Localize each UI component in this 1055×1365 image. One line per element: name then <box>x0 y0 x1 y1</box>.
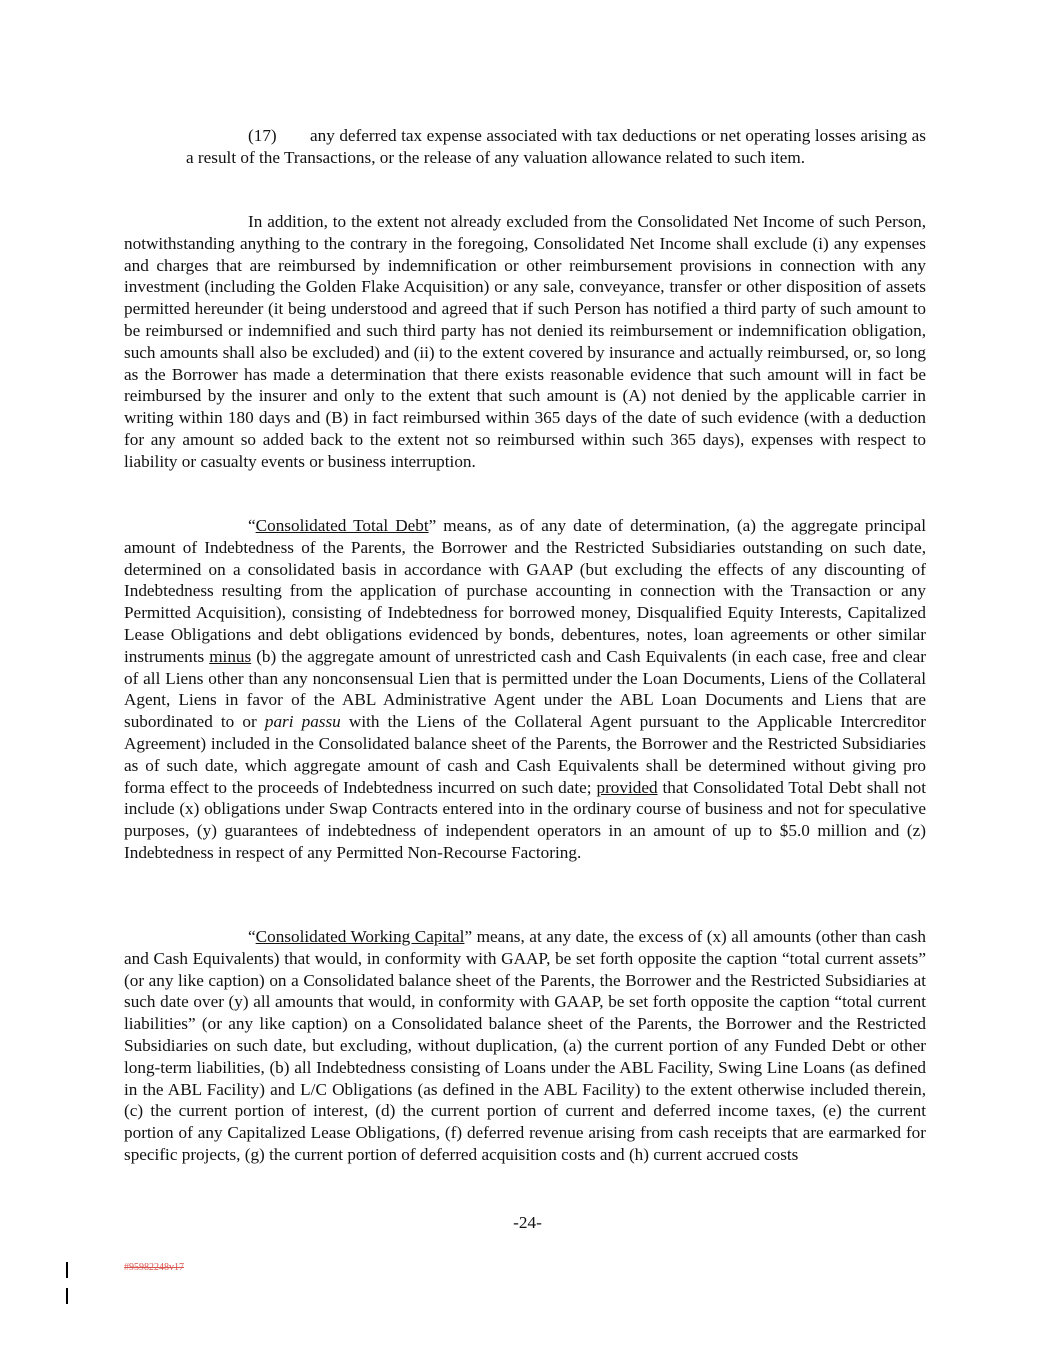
open-quote: “ <box>248 516 256 535</box>
term-pari-passu: pari passu <box>264 712 341 732</box>
clause-17 <box>186 125 926 169</box>
clause-17-text: any deferred tax expense associated with tax deductions or net operating losses arising as a result of the Transactions, or the release of any valuation allowance related to such item. <box>186 126 926 167</box>
clause-17-number: (17) <box>248 126 277 145</box>
change-bar <box>66 1262 68 1278</box>
defined-term-consolidated-total-debt: Consolidated Total Debt <box>255 516 429 535</box>
term-minus: minus <box>209 646 252 666</box>
total-debt-text-1: ” means, as of any date of determination, (a) the aggregate principal amount of Indebtedness of the Parents, the Borrower and the Restricted Subsidiaries outstanding on such date, determined on a consolidated basis in accordance with GAAP (but excluding the effects of any discounting of Indebtedness resulting from the application of purchase accounting in connection with the Transaction or any Permitted Acquisition), consisting of Indebtedness for borrowed money, Disqualified Equity Interests, Capitalized Lease Obligations and debt obligations evidenced by bonds, debentures, notes, loan agreements or other similar instruments <box>124 516 927 666</box>
total-debt-text-4: that Consolidated Total Debt shall not include (x) obligations under Swap Contracts entered into in the ordinary course of business and not for speculative purposes, (y) guarantees of indebtedness of independent operators in an amount of up to $5.0 million and (z) Indebtedness in respect of any Permitted Non-Recourse Factoring. <box>124 777 927 862</box>
open-quote: “ <box>248 927 256 946</box>
page-number: -24- <box>513 1213 542 1232</box>
total-debt-text-2: (b) the aggregate amount of unrestricted cash and Cash Equivalents (in each case, free and clear of all Liens other than any nonconsensual Lien that is permitted under the Loan Documents, Liens of the Collateral Agent, Liens in favor of the ABL Administrative Agent under the ABL Loan Documents and Liens that are subordinated to or <box>124 646 926 732</box>
consolidated-total-debt-paragraph <box>124 515 926 864</box>
document-id: #95982248v17 <box>124 1262 184 1273</box>
change-bar <box>66 1288 68 1304</box>
total-debt-text-3: with the Liens of the Collateral Agent pursuant to the Applicable Intercreditor Agreement) included in the Consolidated balance sheet of the Parents, the Borrower and the Restricted Subsidiaries as of such date, which aggregate amount of cash and Cash Equivalents shall be determined without giving pro forma effect to the proceeds of Indebtedness incurred on such date; <box>124 712 927 797</box>
addition-paragraph: In addition, to the extent not already excluded from the Consolidated Net Income of such Person, notwithstanding anything to the contrary in the foregoing, Consolidated Net Income shall exclude (i) any expenses and charges that are reimbursed by indemnification or other reimbursement provisions in connection with any investment (including the Golden Flake Acquisition) or any sale, conveyance, transfer or other disposition of assets permitted hereunder (it being understood and agreed that if such Person has notified a third party of such amount to be reimbursed or indemnified and such third party has not denied its reimbursement or indemnification obligation, such amounts shall also be excluded) and (ii) to the extent covered by insurance and actually reimbursed, or, so long as the Borrower has made a determination that there exists reasonable evidence that such amount will in fact be reimbursed by the insurer and only to the extent that such amount is (A) not denied by the applicable carrier in writing within 180 days and (B) in fact reimbursed within 365 days of the date of such evidence (with a deduction for any amount so added back to the extent not so reimbursed within such 365 days), expenses with respect to liability or casualty events or business interruption. <box>124 212 926 471</box>
defined-term-consolidated-working-capital: Consolidated Working Capital <box>255 927 465 946</box>
working-capital-text: ” means, at any date, the excess of (x) all amounts (other than cash and Cash Equivalents) that would, in conformity with GAAP, be set forth opposite the caption “total current assets” (or any like caption) on a Consolidated balance sheet of the Parents, the Borrower and the Restricted Subsidiaries at such date over (y) all amounts that would, in conformity with GAAP, be set forth opposite the caption “total current liabilities” (or any like caption) on a Consolidated balance sheet of the Parents, the Borrower and the Restricted Subsidiaries on such date, but excluding, without duplication, (a) the current portion of any Funded Debt or other long-term liabilities, (b) all Indebtedness consisting of Loans under the ABL Facility, Swing Line Loans (as defined in the ABL Facility) and L/C Obligations (as defined in the ABL Facility) to the extent otherwise included therein, (c) the current portion of interest, (d) the current portion of current and deferred income taxes, (e) the current portion of any Capitalized Lease Obligations, (f) deferred revenue arising from cash receipts that are earmarked for specific projects, (g) the current portion of deferred acquisition costs and (h) current accrued costs <box>124 927 926 1164</box>
term-provided: provided <box>596 777 658 797</box>
consolidated-working-capital-paragraph <box>124 926 926 1166</box>
